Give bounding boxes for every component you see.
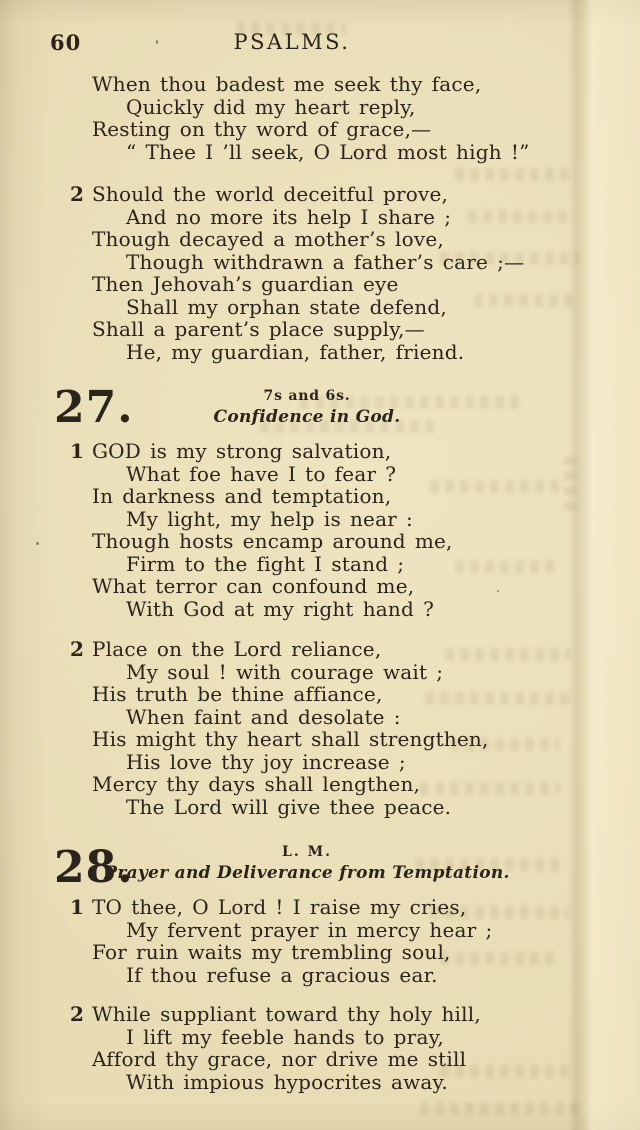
verse-line: His truth be thine affiance, xyxy=(92,682,383,706)
hymn-heading xyxy=(0,844,614,883)
verse-line: What terror can confound me, xyxy=(92,574,415,598)
verse-line: For ruin waits my trembling soul, xyxy=(92,940,451,964)
stanza xyxy=(0,896,640,986)
verse-line: In darkness and temptation, xyxy=(92,484,392,508)
hymn-meter: 7s and 6s. xyxy=(263,388,351,404)
verse-line: 2 Place on the Lord reliance, xyxy=(70,637,382,661)
hymn-meter: L. M. xyxy=(282,844,332,860)
verse-line: His love thy joy increase ; xyxy=(126,749,406,774)
hymn-heading xyxy=(0,388,614,427)
verse-line: When faint and desolate : xyxy=(126,704,401,729)
verse-line: 1 TO thee, O Lord ! I raise my cries, xyxy=(70,895,467,919)
verse-line: The Lord will give thee peace. xyxy=(126,794,452,819)
verse-line: 1 GOD is my strong salvation, xyxy=(70,439,392,463)
verse-line: Then Jehovah’s guardian eye xyxy=(92,272,399,296)
verse-line: Though decayed a mother’s love, xyxy=(92,227,444,251)
verse-line: 2 Should the world deceitful prove, xyxy=(70,182,449,206)
verse-line: With impious hypocrites away. xyxy=(126,1069,448,1094)
verse-line: If thou refuse a gracious ear. xyxy=(126,962,438,987)
verse-number: 1 xyxy=(70,439,85,463)
verse-line: Though hosts encamp around me, xyxy=(92,529,453,553)
verse-line: What foe have I to fear ? xyxy=(126,461,397,486)
stanza xyxy=(0,73,640,163)
verse-line: My fervent prayer in mercy hear ; xyxy=(126,917,493,942)
stanza xyxy=(0,638,640,818)
verse-line: Afford thy grace, nor drive me still xyxy=(92,1047,467,1071)
verse-number: 2 xyxy=(70,637,85,661)
hymn-number: 28. xyxy=(54,842,134,893)
verse-line: My light, my help is near : xyxy=(126,506,413,531)
verse-line: Shall a parent’s place supply,— xyxy=(92,317,425,341)
verse-line: Quickly did my heart reply, xyxy=(126,94,416,119)
verse-line: My soul ! with courage wait ; xyxy=(126,659,444,684)
verse-line: Though withdrawn a father’s care ;— xyxy=(126,249,525,274)
verse-line: He, my guardian, father, friend. xyxy=(126,339,465,364)
running-title: PSALMS. xyxy=(233,30,351,54)
verse-line: I lift my feeble hands to pray, xyxy=(126,1024,444,1049)
page-number: 60 xyxy=(50,30,82,55)
verse-line: With God at my right hand ? xyxy=(126,596,434,621)
verse-number: 2 xyxy=(70,1002,85,1026)
verse-line: Shall my orphan state defend, xyxy=(126,294,447,319)
verse-line: Mercy thy days shall lengthen, xyxy=(92,772,421,796)
verse-number: 2 xyxy=(70,182,85,206)
stanza xyxy=(0,1003,640,1093)
verse-line: When thou badest me seek thy face, xyxy=(92,72,482,96)
stanza xyxy=(0,440,640,620)
verse-number: 1 xyxy=(70,895,85,919)
verse-line: His might thy heart shall strengthen, xyxy=(92,727,489,751)
hymn-number: 27. xyxy=(54,382,134,433)
verse-line: 2 While suppliant toward thy holy hill, xyxy=(70,1002,481,1026)
bleed-through-smudge xyxy=(420,1102,580,1115)
bleed-through-smudge xyxy=(455,168,575,181)
verse-line: Resting on thy word of grace,— xyxy=(92,117,432,141)
hymn-title: Confidence in God. xyxy=(213,407,401,427)
verse-line: And no more its help I share ; xyxy=(126,204,452,229)
hymn-title: Prayer and Deliverance from Temptation. xyxy=(104,863,510,883)
verse-line: “ Thee I ’ll seek, O Lord most high !” xyxy=(126,139,530,164)
stanza xyxy=(0,183,640,363)
verse-line: Firm to the fight I stand ; xyxy=(126,551,405,576)
